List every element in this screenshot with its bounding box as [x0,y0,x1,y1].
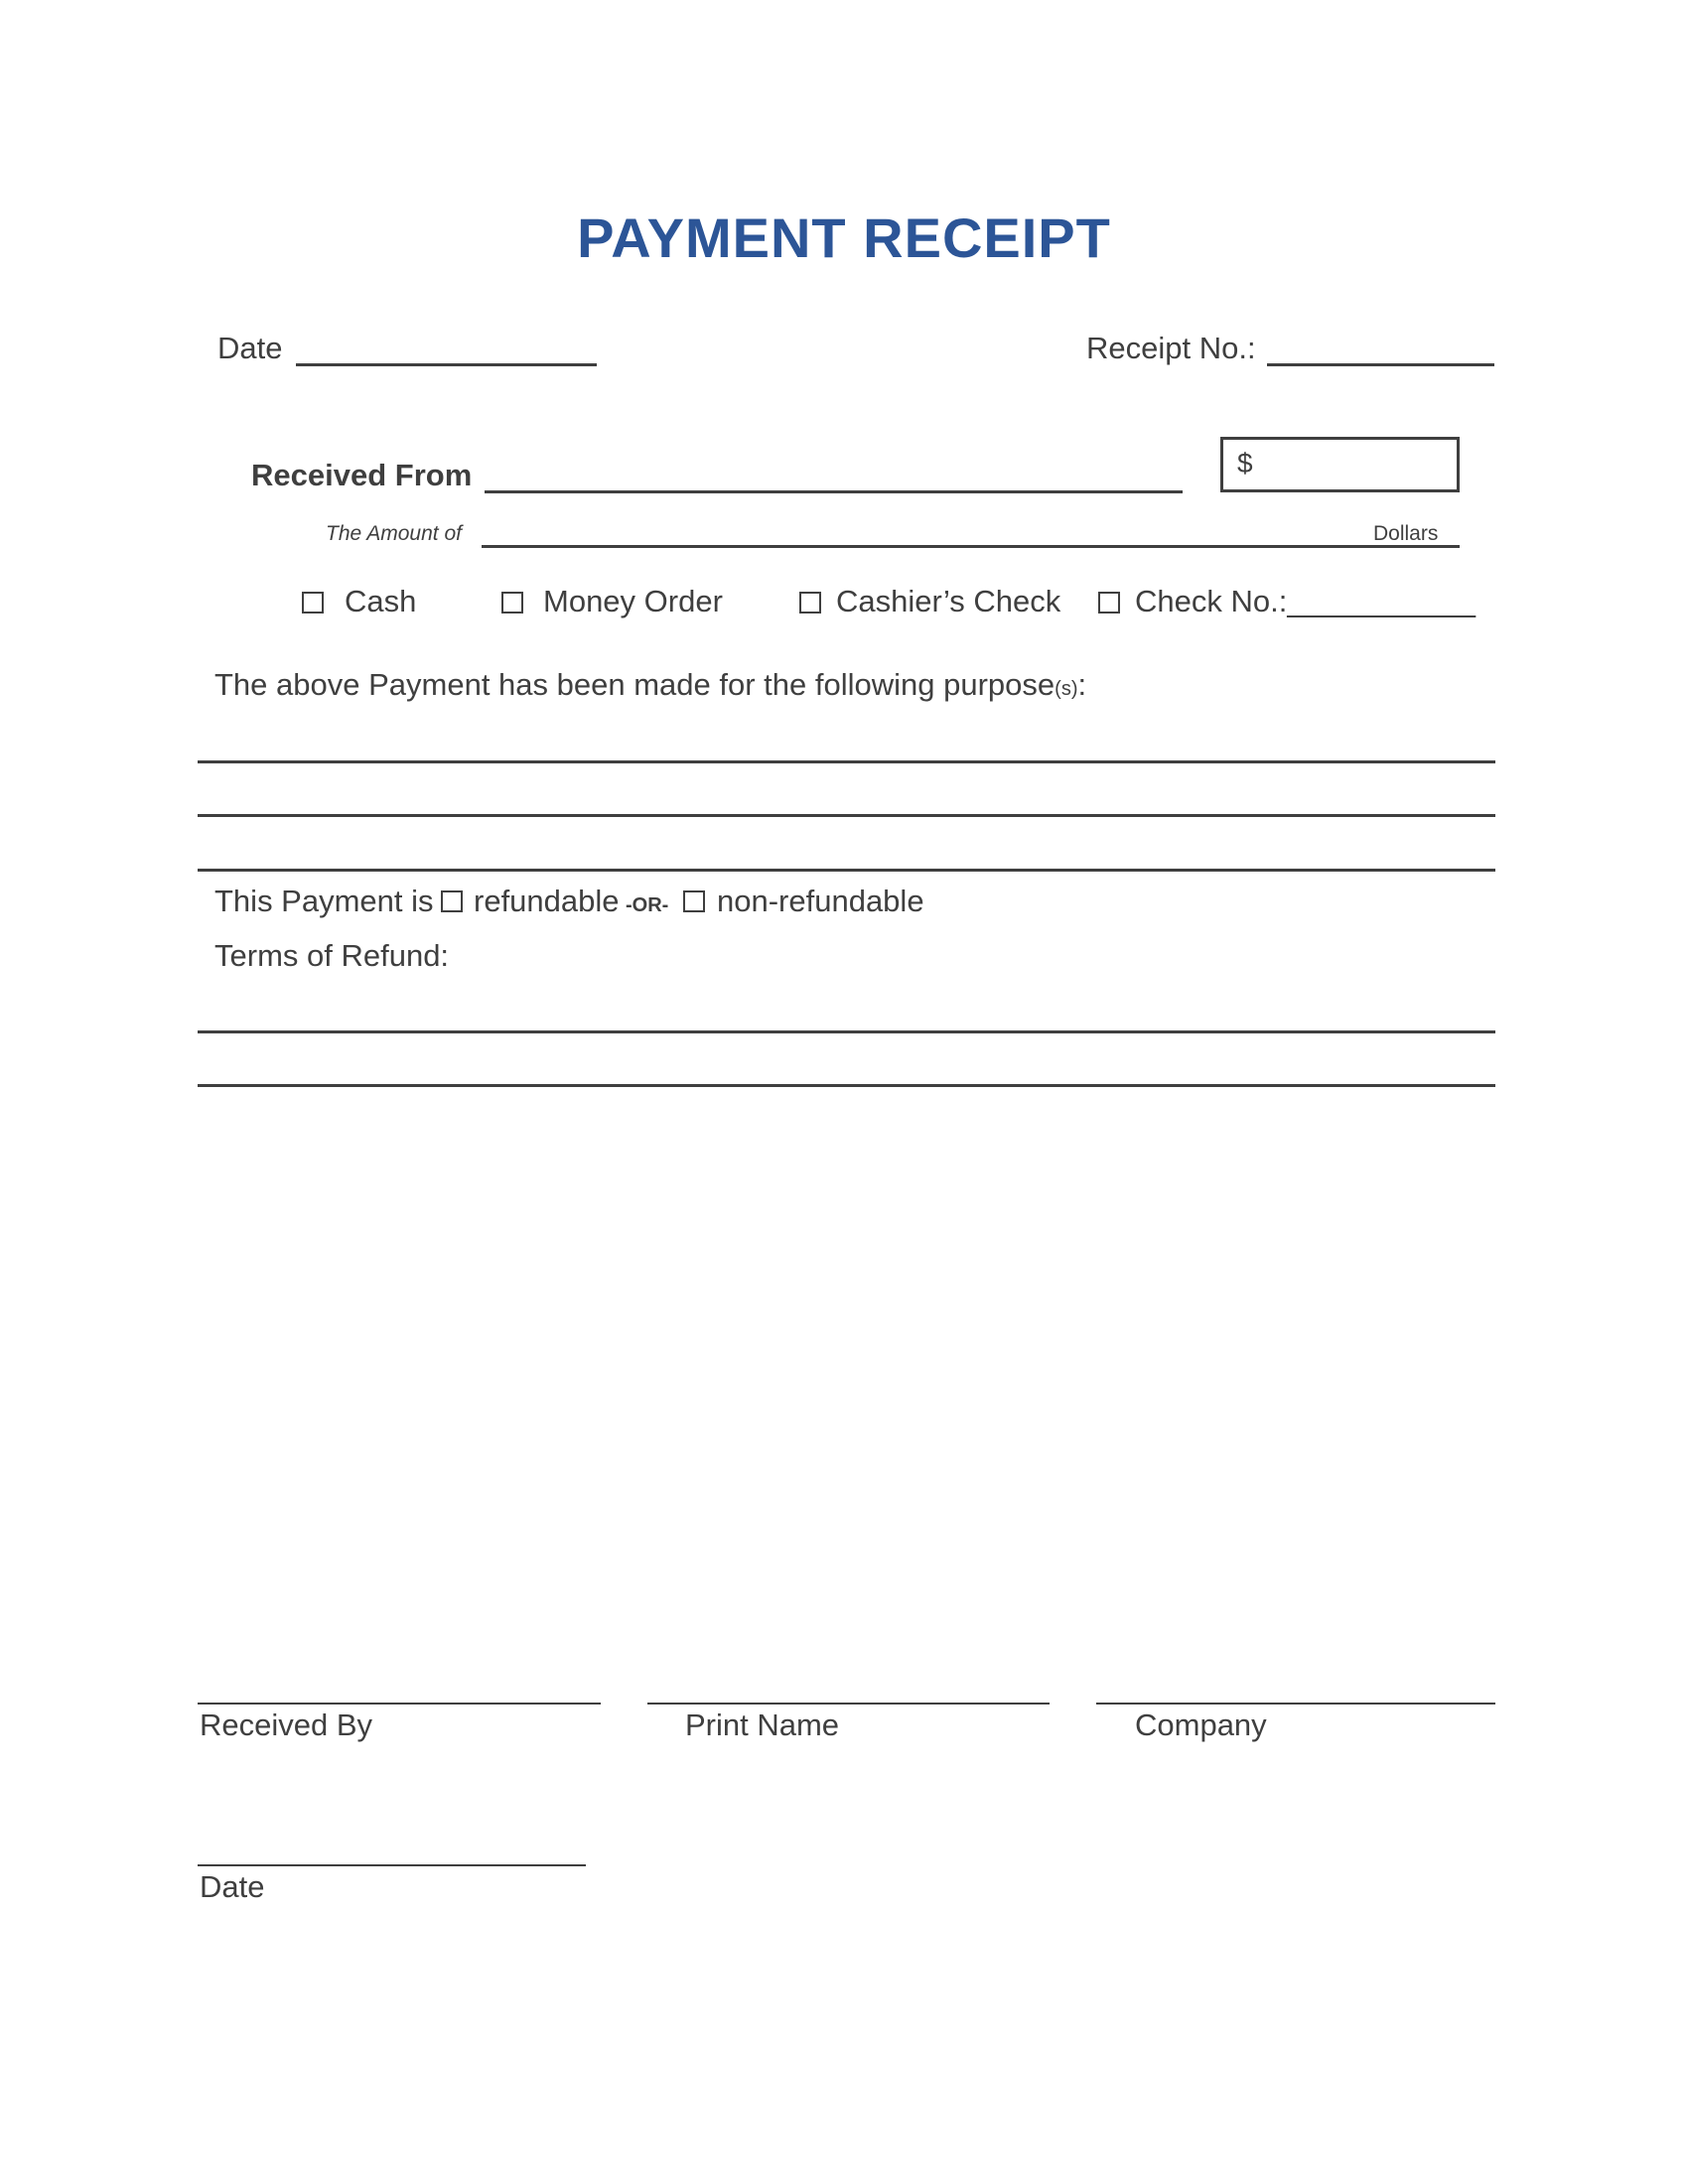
date-field-line[interactable] [296,363,597,366]
company-line[interactable] [1096,1703,1495,1705]
cash-checkbox[interactable] [302,592,324,614]
dollar-sign: $ [1237,448,1253,478]
print-name-line[interactable] [647,1703,1050,1705]
cash-label: Cash [345,584,417,618]
amount-box[interactable] [1220,437,1460,492]
non-refundable-label: non-refundable [717,884,924,918]
check-no-label[interactable]: Check No.:___________ [1135,584,1476,618]
receipt-no-label: Receipt No.: [1086,331,1256,365]
dollars-label: Dollars [1373,522,1439,545]
purpose-line-1[interactable] [198,760,1495,763]
purpose-label: The above Payment has been made for the following purpose [214,667,1055,702]
refundable-label: refundable [474,884,620,918]
received-from-field-line[interactable] [485,490,1183,493]
purpose-colon: : [1077,667,1087,702]
received-from-label: Received From [251,458,473,492]
terms-line-2[interactable] [198,1084,1495,1087]
print-name-label: Print Name [685,1707,840,1742]
receipt-no-field-line[interactable] [1267,363,1494,366]
purpose-line-3[interactable] [198,869,1495,872]
signature-date-line[interactable] [198,1864,586,1866]
cashiers-check-checkbox[interactable] [799,592,821,614]
refund-option-row [214,884,434,919]
amount-of-field-line[interactable] [482,545,1460,548]
this-payment-is-label: This Payment is [214,884,434,918]
company-label: Company [1135,1707,1267,1742]
signature-date-label: Date [200,1869,265,1904]
received-by-label: Received By [200,1707,373,1742]
non-refundable-checkbox[interactable] [683,890,705,912]
received-by-line[interactable] [198,1703,601,1705]
cashiers-check-label: Cashier’s Check [836,584,1061,618]
amount-of-label: The Amount of [326,522,462,545]
purpose-text [214,667,1086,707]
purpose-plural-suffix: (s) [1055,678,1078,700]
refundable-checkbox[interactable] [441,890,463,912]
date-label: Date [217,331,283,365]
terms-of-refund-label: Terms of Refund: [214,938,450,973]
check-no-checkbox[interactable] [1098,592,1120,614]
page-title: PAYMENT RECEIPT [577,206,1111,269]
purpose-line-2[interactable] [198,814,1495,817]
terms-line-1[interactable] [198,1030,1495,1033]
money-order-checkbox[interactable] [501,592,523,614]
or-separator: -OR- [626,894,669,916]
money-order-label: Money Order [543,584,723,618]
